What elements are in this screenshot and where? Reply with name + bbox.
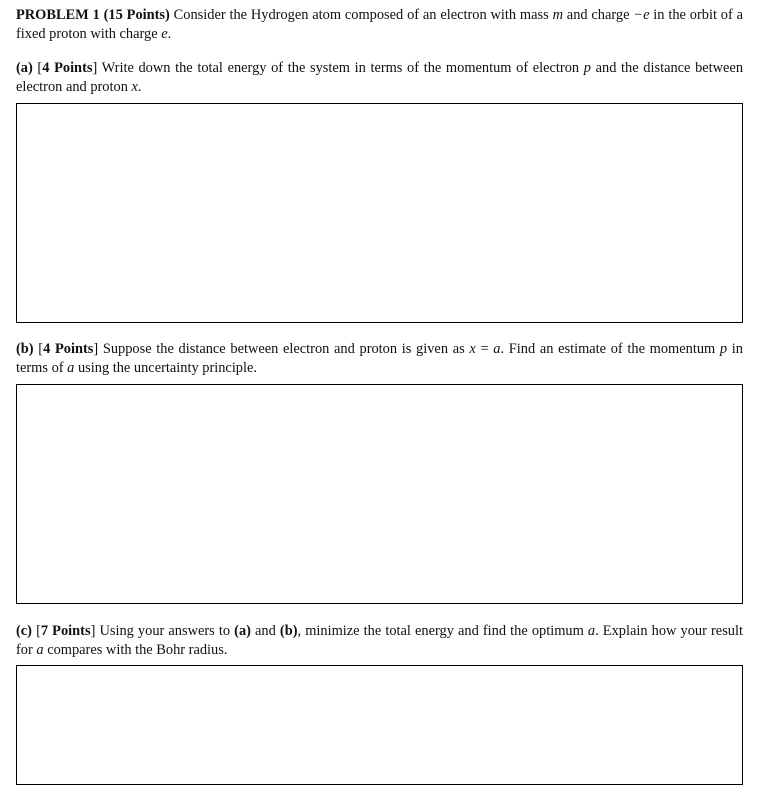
variable-m: m: [552, 7, 563, 23]
part-b-question: [16, 340, 743, 378]
part-b-text: Suppose the distance between electron and proton is given as: [98, 341, 470, 357]
part-c-text: Using your answers to: [95, 623, 235, 639]
part-c-text: . Explain how your result for: [16, 623, 743, 658]
reference-part-a: (a): [234, 623, 251, 639]
variable-x: x: [469, 341, 476, 357]
variable-negative-e: −e: [633, 7, 650, 23]
reference-part-b: (b): [279, 623, 298, 639]
part-c-question: [16, 622, 743, 660]
part-a-points: 4 Points: [42, 60, 93, 76]
bracket: [: [32, 60, 43, 76]
part-b-label: (b): [16, 341, 34, 357]
equals-sign: =: [475, 341, 494, 357]
part-a-answer-box[interactable]: [16, 103, 743, 323]
part-c-text: compares with the Bohr radius.: [43, 642, 228, 658]
problem-statement: [16, 6, 743, 44]
part-c-label: (c): [16, 623, 32, 639]
bracket: [: [33, 341, 44, 357]
part-c-text: and: [250, 623, 280, 639]
part-a-text: and the distance between electron and proton: [16, 60, 744, 95]
variable-x: x: [131, 79, 138, 95]
variable-a: a: [36, 642, 44, 658]
part-a-question: [16, 59, 743, 97]
problem-text: and charge: [562, 7, 634, 23]
part-a-text: Write down the total energy of the system in terms of the momentum of electron: [97, 60, 584, 76]
part-c-points: 7 Points: [40, 623, 91, 639]
bracket: ]: [93, 341, 99, 357]
variable-a: a: [67, 360, 75, 376]
part-c-text: , minimize the total energy and find the optimum: [297, 623, 588, 639]
variable-a: a: [493, 341, 501, 357]
variable-a: a: [587, 623, 596, 639]
problem-heading: PROBLEM 1 (15 Points): [16, 7, 170, 23]
bracket: ]: [90, 623, 96, 639]
part-b-points: 4 Points: [43, 341, 94, 357]
variable-p: p: [719, 341, 728, 357]
bracket: ]: [92, 60, 98, 76]
part-b-text: . Find an estimate of the momentum: [500, 341, 720, 357]
part-a-text: .: [137, 79, 142, 95]
bracket: [: [31, 623, 41, 639]
part-b-answer-box[interactable]: [16, 384, 743, 604]
problem-text: Consider the Hydrogen atom composed of an electron with mass: [169, 7, 553, 23]
variable-p: p: [583, 60, 591, 76]
part-b-text: in terms of: [16, 341, 744, 376]
variable-e: e: [161, 26, 168, 42]
problem-text: .: [167, 26, 172, 42]
part-b-text: using the uncertainty principle.: [74, 360, 257, 376]
problem-text: in the orbit of a fixed proton with charge: [16, 7, 743, 42]
part-a-label: (a): [16, 60, 33, 76]
part-c-answer-box[interactable]: [16, 665, 743, 785]
